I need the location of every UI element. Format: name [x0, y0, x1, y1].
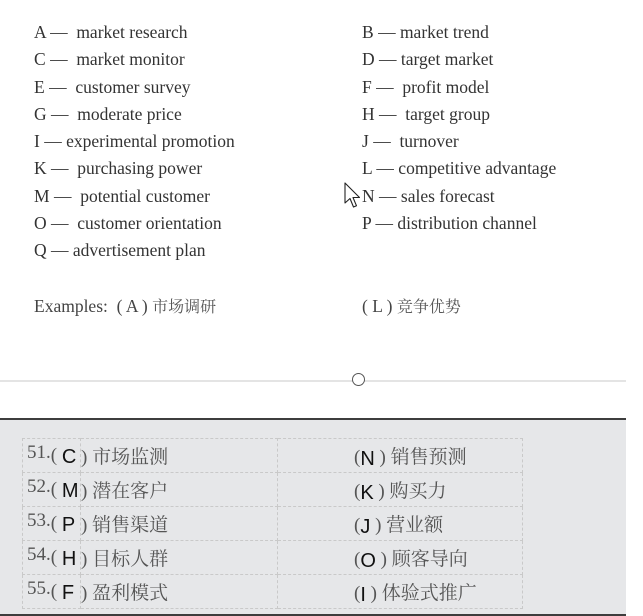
vocab-item: [362, 104, 490, 124]
vocab-item: [34, 240, 206, 260]
term-cell: [81, 473, 278, 507]
vocab-letter: D: [362, 49, 375, 69]
vocab-item: [362, 77, 489, 97]
vocab-letter: F: [362, 77, 372, 97]
answer-letter[interactable]: M: [61, 480, 79, 502]
vocab-term: sales forecast: [400, 186, 495, 206]
chinese-term: 购买力: [389, 480, 447, 502]
vocab-letter: I: [34, 131, 40, 151]
vocab-letter: H: [362, 104, 375, 124]
examples-left: [34, 296, 216, 317]
chinese-term: 销售预测: [390, 446, 467, 468]
vocab-sep: —: [46, 213, 78, 233]
example-answer: ( L ): [362, 296, 397, 316]
vocab-sep: —: [44, 77, 76, 97]
vocab-term: market monitor: [76, 49, 185, 69]
example-term: 竞争优势: [396, 297, 461, 316]
vocab-sep: —: [374, 104, 406, 124]
paren-close: ): [81, 481, 93, 502]
vocab-letter: L: [362, 158, 373, 178]
answer-letter[interactable]: O: [360, 550, 376, 572]
answer-letter[interactable]: J: [360, 516, 371, 538]
vocab-term: moderate price: [77, 104, 182, 124]
vocab-term: market trend: [399, 22, 489, 42]
vocab-letter: C: [34, 49, 46, 69]
vocab-sep: —: [46, 158, 78, 178]
chinese-term: 销售渠道: [92, 514, 169, 536]
vocab-item: [34, 186, 210, 206]
vocab-letter: M: [34, 186, 50, 206]
paren-open: (: [354, 549, 361, 570]
paren-open: (: [50, 445, 62, 466]
vocab-term: profit model: [402, 77, 490, 97]
chinese-term: 盈利模式: [92, 582, 169, 604]
question-number: 53.: [27, 510, 51, 531]
question-number: 52.: [27, 476, 51, 497]
term-cell: [81, 575, 278, 609]
vocab-term: experimental promotion: [66, 131, 235, 151]
question-number: 51.: [27, 442, 51, 463]
vocab-item: [362, 49, 493, 69]
vocab-term: target group: [405, 104, 490, 124]
vocab-letter: P: [362, 213, 372, 233]
vocab-term: distribution channel: [397, 213, 537, 233]
term-cell: [278, 507, 523, 541]
vocab-letter: A: [34, 22, 46, 42]
paren-close: ): [374, 447, 391, 468]
vocab-sep: —: [46, 104, 78, 124]
vocab-letter: E: [34, 77, 45, 97]
vocab-item: [34, 22, 188, 42]
vocab-item: [362, 131, 459, 151]
vocab-sep: —: [39, 131, 67, 151]
vocab-term: purchasing power: [77, 158, 203, 178]
term-cell: [278, 473, 523, 507]
paren-open: (: [354, 515, 361, 536]
vocab-sep: —: [374, 186, 401, 206]
paren-open: (: [354, 447, 361, 468]
vocab-term: competitive advantage: [398, 158, 557, 178]
vocab-sep: —: [46, 240, 73, 260]
answer-letter[interactable]: C: [61, 446, 77, 468]
vocab-letter: N: [362, 186, 375, 206]
question-cell: [23, 473, 81, 507]
chinese-term: 体验式推广: [381, 582, 477, 604]
example-term: 市场调研: [152, 297, 217, 316]
term-cell: [278, 439, 523, 473]
vocab-item: [34, 213, 222, 233]
vocab-letter: J: [362, 131, 369, 151]
vocab-term: customer orientation: [77, 213, 222, 233]
paren-close: ): [81, 549, 93, 570]
chinese-term: 市场监测: [92, 446, 169, 468]
answer-letter[interactable]: K: [360, 482, 374, 504]
table-row: [23, 575, 523, 609]
question-number: 55.: [27, 578, 51, 599]
paren-open: (: [50, 581, 62, 602]
vocab-item: [34, 158, 202, 178]
section-divider: [0, 380, 626, 382]
mouse-cursor-icon: [344, 182, 364, 210]
vocab-item: [34, 49, 185, 69]
vocab-letter: K: [34, 158, 47, 178]
vocab-term: target market: [400, 49, 494, 69]
example-answer: ( A ): [116, 296, 153, 316]
vocab-letter: B: [362, 22, 374, 42]
paren-open: (: [354, 481, 361, 502]
term-cell: [81, 507, 278, 541]
paren-open: (: [50, 513, 62, 534]
vocab-sep: —: [49, 186, 81, 206]
paren-close: ): [81, 515, 93, 536]
vocab-sep: —: [371, 213, 398, 233]
paren-close: ): [373, 481, 390, 502]
vocab-item: [362, 213, 537, 233]
answer-letter[interactable]: I: [360, 584, 366, 606]
vocab-letter: Q: [34, 240, 47, 260]
vocab-item: [34, 131, 235, 151]
term-cell: [278, 541, 523, 575]
question-cell: [23, 575, 81, 609]
term-cell: [81, 541, 278, 575]
vocab-term: potential customer: [80, 186, 210, 206]
vocab-sep: —: [373, 22, 400, 42]
paren-close: ): [375, 549, 392, 570]
examples-right: [362, 296, 461, 317]
answer-letter[interactable]: F: [61, 582, 75, 604]
vocab-sep: —: [368, 131, 400, 151]
question-cell: [23, 507, 81, 541]
vocab-term: market research: [76, 22, 188, 42]
answer-table: [22, 438, 523, 609]
table-row: [23, 439, 523, 473]
chinese-term: 顾客导向: [391, 548, 468, 570]
chinese-term: 潜在客户: [92, 480, 169, 502]
answer-panel: [0, 418, 626, 616]
paren-close: ): [365, 583, 382, 604]
vocab-sep: —: [371, 77, 403, 97]
resize-handle-icon[interactable]: [352, 373, 365, 386]
vocab-item: [362, 22, 489, 42]
vocab-sep: —: [45, 49, 77, 69]
paren-open: (: [354, 583, 361, 604]
examples-label: Examples:: [34, 296, 117, 316]
table-row: [23, 473, 523, 507]
vocab-term: customer survey: [75, 77, 191, 97]
table-row: [23, 541, 523, 575]
chinese-term: 营业额: [386, 514, 444, 536]
paren-open: (: [50, 479, 62, 500]
vocab-sep: —: [372, 158, 399, 178]
vocab-letter: O: [34, 213, 47, 233]
answer-letter[interactable]: P: [61, 514, 76, 536]
vocab-item: [34, 77, 191, 97]
vocab-sep: —: [374, 49, 401, 69]
vocab-letter: G: [34, 104, 47, 124]
term-cell: [278, 575, 523, 609]
table-row: [23, 507, 523, 541]
vocab-sep: —: [45, 22, 77, 42]
question-cell: [23, 541, 81, 575]
answer-letter[interactable]: N: [360, 448, 375, 470]
paren-close: ): [81, 447, 93, 468]
chinese-term: 目标人群: [92, 548, 169, 570]
question-number: 54.: [27, 544, 51, 565]
vocab-item: [362, 158, 556, 178]
term-cell: [81, 439, 278, 473]
vocab-term: advertisement plan: [72, 240, 206, 260]
paren-open: (: [50, 547, 62, 568]
vocab-item: [362, 186, 495, 206]
vocab-term: turnover: [399, 131, 459, 151]
question-cell: [23, 439, 81, 473]
vocab-item: [34, 104, 182, 124]
answer-letter[interactable]: H: [61, 548, 77, 570]
paren-close: ): [81, 583, 93, 604]
paren-close: ): [370, 515, 387, 536]
